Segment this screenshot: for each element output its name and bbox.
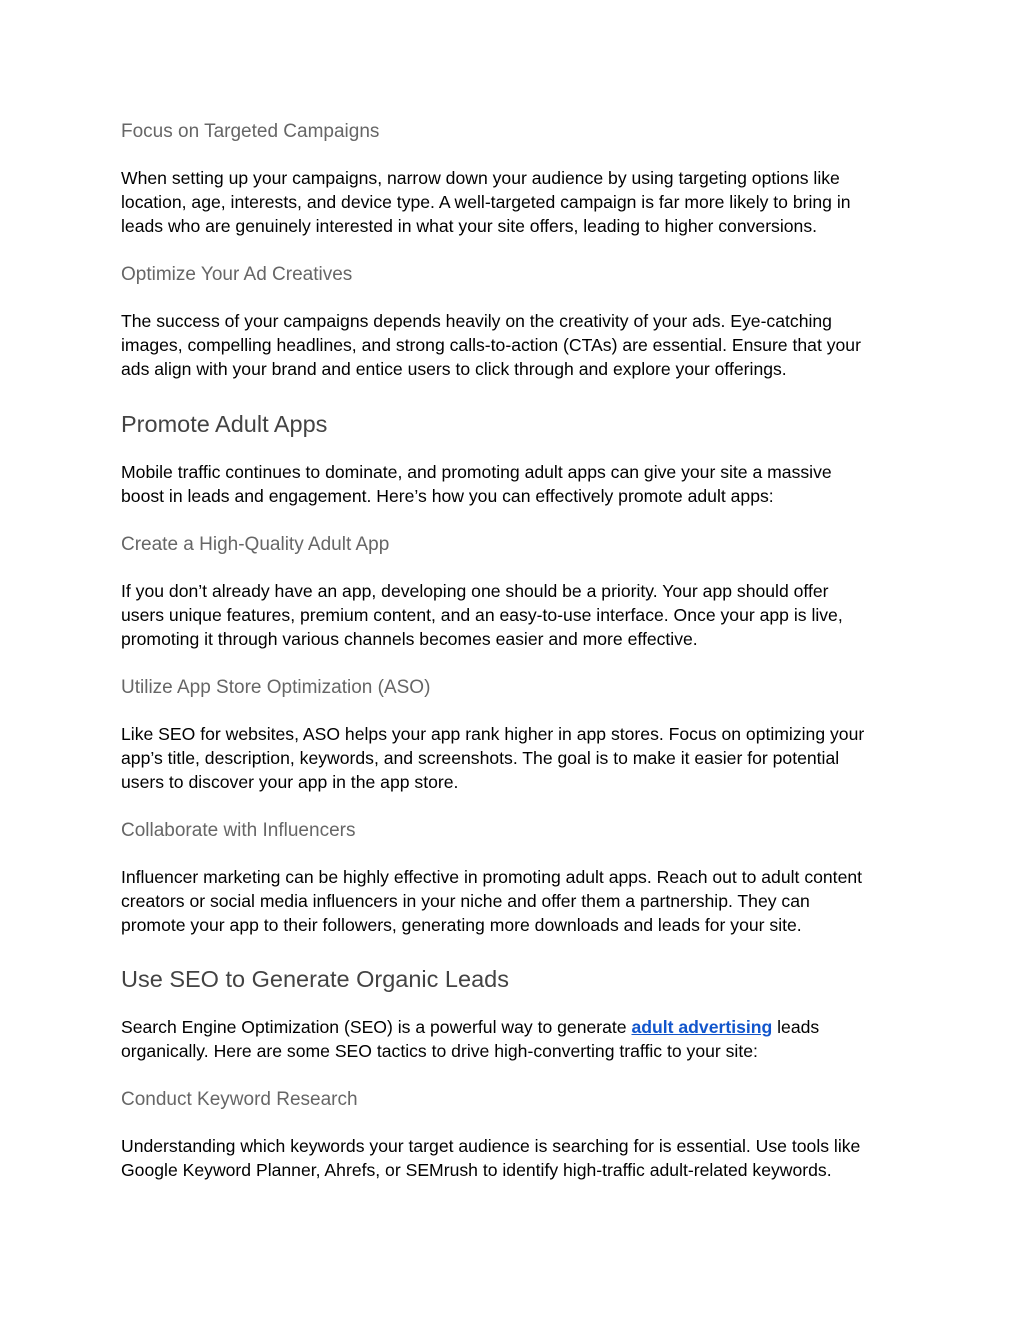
- paragraph-line: The success of your campaigns depends heavily on the creativity of your ads. Eye-catching: [121, 311, 832, 331]
- paragraph-line-with-link: [121, 1015, 819, 1039]
- paragraph-line: boost in leads and engagement. Here’s how you can effectively promote adult apps:: [121, 486, 774, 506]
- section-heading-aso: Utilize App Store Optimization (ASO): [121, 677, 431, 698]
- paragraph-line: creators or social media influencers in your niche and offer them a partnership. They can: [121, 891, 810, 911]
- main-heading-promote-adult-apps: Promote Adult Apps: [121, 411, 328, 437]
- paragraph-line: app’s title, description, keywords, and screenshots. The goal is to make it easier for potential: [121, 748, 840, 768]
- section-heading-ad-creatives: Optimize Your Ad Creatives: [121, 264, 353, 285]
- paragraph-line: images, compelling headlines, and strong calls-to-action (CTAs) are essential. Ensure that your: [121, 335, 861, 355]
- paragraph-line: When setting up your campaigns, narrow down your audience by using targeting options like: [121, 168, 840, 188]
- paragraph-line: Understanding which keywords your target audience is searching for is essential. Use tools like: [121, 1136, 861, 1156]
- paragraph-line: Mobile traffic continues to dominate, and promoting adult apps can give your site a massive: [121, 462, 832, 482]
- paragraph-line: users unique features, premium content, and an easy-to-use interface. Once your app is live,: [121, 605, 843, 625]
- section-heading-targeted-campaigns: Focus on Targeted Campaigns: [121, 121, 380, 142]
- paragraph-line: promoting it through various channels becomes easier and more effective.: [121, 629, 698, 649]
- main-heading-seo-organic-leads: Use SEO to Generate Organic Leads: [121, 966, 509, 992]
- adult-advertising-link[interactable]: adult advertising: [631, 1017, 773, 1037]
- paragraph-line: ads align with your brand and entice users to click through and explore your offerings.: [121, 359, 787, 379]
- section-heading-create-app: Create a High-Quality Adult App: [121, 534, 390, 555]
- paragraph-line: users to discover your app in the app store.: [121, 772, 459, 792]
- paragraph-line: leads who are genuinely interested in what your site offers, leading to higher conversions.: [121, 216, 818, 236]
- paragraph-line: Like SEO for websites, ASO helps your app rank higher in app stores. Focus on optimizing your: [121, 724, 865, 744]
- seo-intro-text-after: leads: [772, 1017, 820, 1037]
- section-heading-keyword-research: Conduct Keyword Research: [121, 1089, 358, 1110]
- paragraph-line: organically. Here are some SEO tactics to drive high-converting traffic to your site:: [121, 1041, 758, 1061]
- paragraph-line: Google Keyword Planner, Ahrefs, or SEMrush to identify high-traffic adult-related keywords.: [121, 1160, 832, 1180]
- section-heading-influencers: Collaborate with Influencers: [121, 820, 356, 841]
- paragraph-line: Influencer marketing can be highly effective in promoting adult apps. Reach out to adult content: [121, 867, 863, 887]
- paragraph-line: If you don’t already have an app, developing one should be a priority. Your app should offer: [121, 581, 829, 601]
- paragraph-line: promote your app to their followers, generating more downloads and leads for your site.: [121, 915, 802, 935]
- paragraph-line: location, age, interests, and device type. A well-targeted campaign is far more likely to bring in: [121, 192, 851, 212]
- seo-intro-text: Search Engine Optimization (SEO) is a powerful way to generate: [121, 1017, 632, 1037]
